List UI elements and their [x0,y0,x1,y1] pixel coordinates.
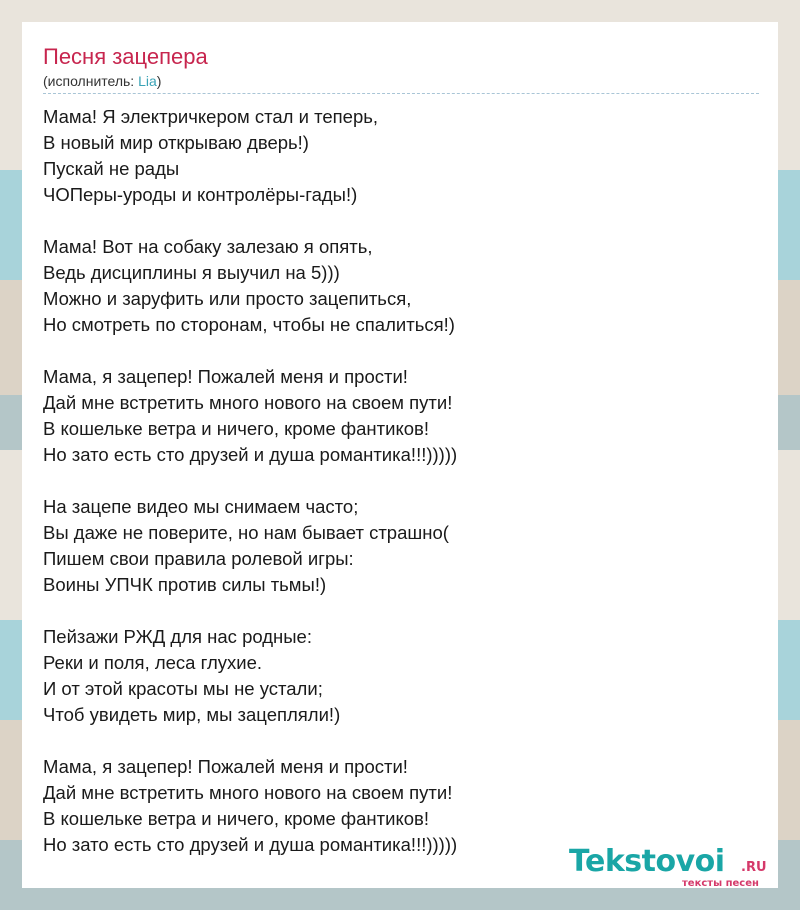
lyrics-line: В кошельке ветра и ничего, кроме фантиков! [43,418,430,439]
lyrics-line: Пишем свои правила ролевой игры: [43,548,354,569]
lyrics-line: Но зато есть сто друзей и душа романтика!!!))))) [43,444,458,465]
lyrics-card [22,22,778,888]
lyrics-line: В кошельке ветра и ничего, кроме фантиков! [43,808,430,829]
lyrics-line: Мама, я зацепер! Пожалей меня и прости! [43,366,408,387]
lyrics-line: Мама! Вот на собаку залезаю я опять, [43,236,373,257]
lyrics-line: ЧОПеры-уроды и контролёры-гады!) [43,184,358,205]
lyrics-line: Мама, я зацепер! Пожалей меня и прости! [43,756,408,777]
lyrics-line: На зацепе видео мы снимаем часто; [43,496,359,517]
lyrics-stanza [43,364,759,468]
lyrics-line: Реки и поля, леса глухие. [43,652,263,673]
lyrics-stanza [43,104,759,208]
lyrics-line: И от этой красоты мы не устали; [43,678,323,699]
lyrics-line: Ведь дисциплины я выучил на 5))) [43,262,340,283]
lyrics-line: Чтоб увидеть мир, мы зацепляли!) [43,704,341,725]
lyrics-stanza [43,754,759,858]
lyrics-line: Но смотреть по сторонам, чтобы не спалиться!) [43,314,455,335]
lyrics-line: Вы даже не поверите, но нам бывает страшно( [43,522,449,543]
artist-prefix: (исполнитель: [43,73,139,89]
logo-wordmark: Tekstovoi [569,844,725,879]
logo-tagline: тексты песен [682,878,759,889]
artist-suffix: ) [156,73,162,89]
site-logo[interactable] [569,844,789,890]
lyrics-line: В новый мир открываю дверь!) [43,132,309,153]
lyrics-stanza [43,234,759,338]
lyrics-line: Пускай не рады [43,158,180,179]
lyrics-line: Дай мне встретить много нового на своем пути! [43,782,453,803]
lyrics-line: Можно и заруфить или просто зацепиться, [43,288,412,309]
song-title: Песня зацепера [43,44,208,69]
lyrics-line: Воины УПЧК против силы тьмы!) [43,574,327,595]
logo-domain: .RU [741,860,767,875]
lyrics-stanza [43,624,759,728]
artist-link[interactable]: Lia [138,73,157,89]
lyrics-line: Дай мне встретить много нового на своем пути! [43,392,453,413]
lyrics-text [43,104,759,884]
title-divider [43,93,759,94]
artist-line [43,73,161,89]
lyrics-line: Мама! Я электричкером стал и теперь, [43,106,379,127]
lyrics-line: Но зато есть сто друзей и душа романтика!!!))))) [43,834,458,855]
lyrics-stanza [43,494,759,598]
lyrics-line: Пейзажи РЖД для нас родные: [43,626,312,647]
